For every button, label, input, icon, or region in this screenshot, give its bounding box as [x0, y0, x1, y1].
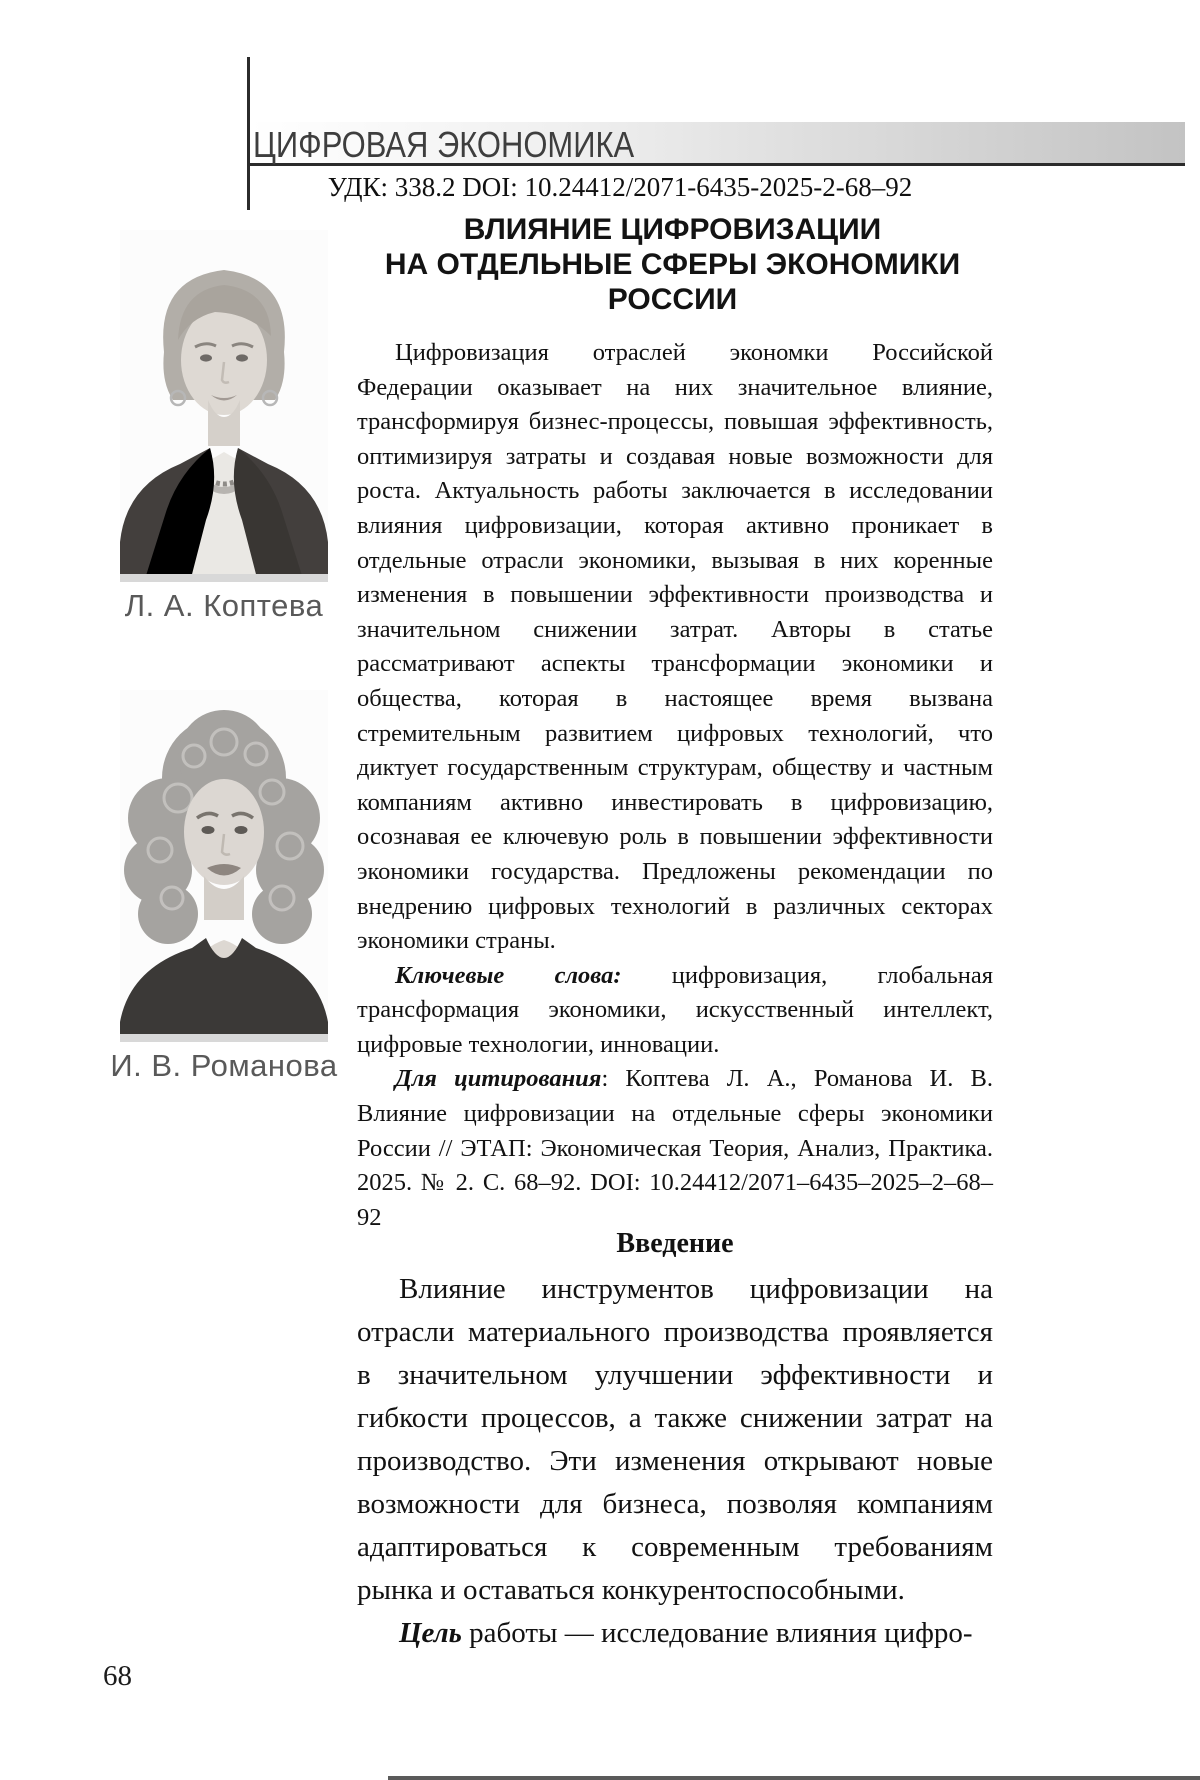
author-photo-romanova	[120, 690, 328, 1042]
udk-doi-line: УДК: 338.2 DOI: 10.24412/2071-6435-2025-2-68–92	[327, 172, 913, 202]
abstract-paragraph	[357, 336, 993, 959]
abstract-block	[357, 336, 993, 1235]
woman-portrait-illustration	[120, 230, 328, 582]
goal-label: Цель	[399, 1617, 462, 1649]
article-title-line-3: РОССИИ	[607, 283, 738, 316]
introduction-paragraph-1: Влияние инструментов цифровизации на отрасли материального производства проявляется в значительном улучшении эффективности и гибкости процессов, а также снижении затрат на производство. Эти изменения открывают новые возможности для бизнеса, позволяя компаниям адаптироваться к современным требованиям рынка и оставаться конкурентоспособными.	[357, 1273, 993, 1606]
article-title-line-2: НА ОТДЕЛЬНЫЕ СФЕРЫ ЭКОНОМИКИ	[384, 248, 961, 281]
keywords-label: Ключевые слова:	[395, 961, 622, 989]
author-name-romanova: И. В. Романова	[110, 1048, 338, 1083]
keywords-paragraph	[357, 959, 993, 1063]
citation-paragraph	[357, 1062, 993, 1235]
keywords-text: цифровизация, глобальная трансформация экономики, искусственный интеллект, цифровые технологии, инновации.	[357, 961, 993, 1058]
article-title-line-1: ВЛИЯНИЕ ЦИФРОВИЗАЦИИ	[463, 213, 882, 246]
section-header-title: ЦИФРОВАЯ ЭКОНОМИКА	[253, 124, 635, 165]
introduction-heading: Введение	[616, 1228, 734, 1259]
author-name-kopteva: Л. А. Коптева	[124, 588, 324, 623]
abstract-text: Цифровизация отраслей экономки Российской Федерации оказывает на них значительное влияние, трансформируя бизнес-процессы, повышая эффективность, оптимизируя затраты и создавая новые возможности для роста. Актуальность работы заключается в исследовании влияния цифровизации, которая активно проникает в отдельные отрасли экономики, вызывая в них коренные изменения в повышении эффективности производства и значительном снижении затрат. Авторы в статье рассматривают аспекты трансформации экономики и общества, которая в настоящее время вызвана стремительным развитием цифровых технологий, что диктует государственным структурам, обществу и частным компаниям активно инвестировать в цифровизацию, осознавая ее ключевую роль в повышении эффективности экономики государства. Предложены рекомендации по внедрению цифровых технологий в различных секторах экономики страны.	[357, 339, 993, 955]
introduction-paragraph-2	[357, 1612, 993, 1655]
woman-portrait-illustration	[120, 690, 328, 1042]
citation-text: : Коптева Л. А., Романова И. В. Влияние цифровизации на отдельные сферы экономики России // ЭТАП: Экономическая Теория, Анализ, Практика. 2025. № 2. С. 68–92. DOI: 10.24412/2071–6435–2025–2–68–92	[357, 1065, 993, 1231]
page-number: 68	[103, 1660, 132, 1692]
citation-label: Для цитирования	[395, 1065, 602, 1093]
goal-text: работы — исследование влияния цифро-	[461, 1617, 973, 1649]
article-title	[350, 212, 995, 317]
author-photo-kopteva	[120, 230, 328, 582]
page-bottom-edge	[388, 1776, 1200, 1780]
introduction-section	[357, 1226, 993, 1655]
